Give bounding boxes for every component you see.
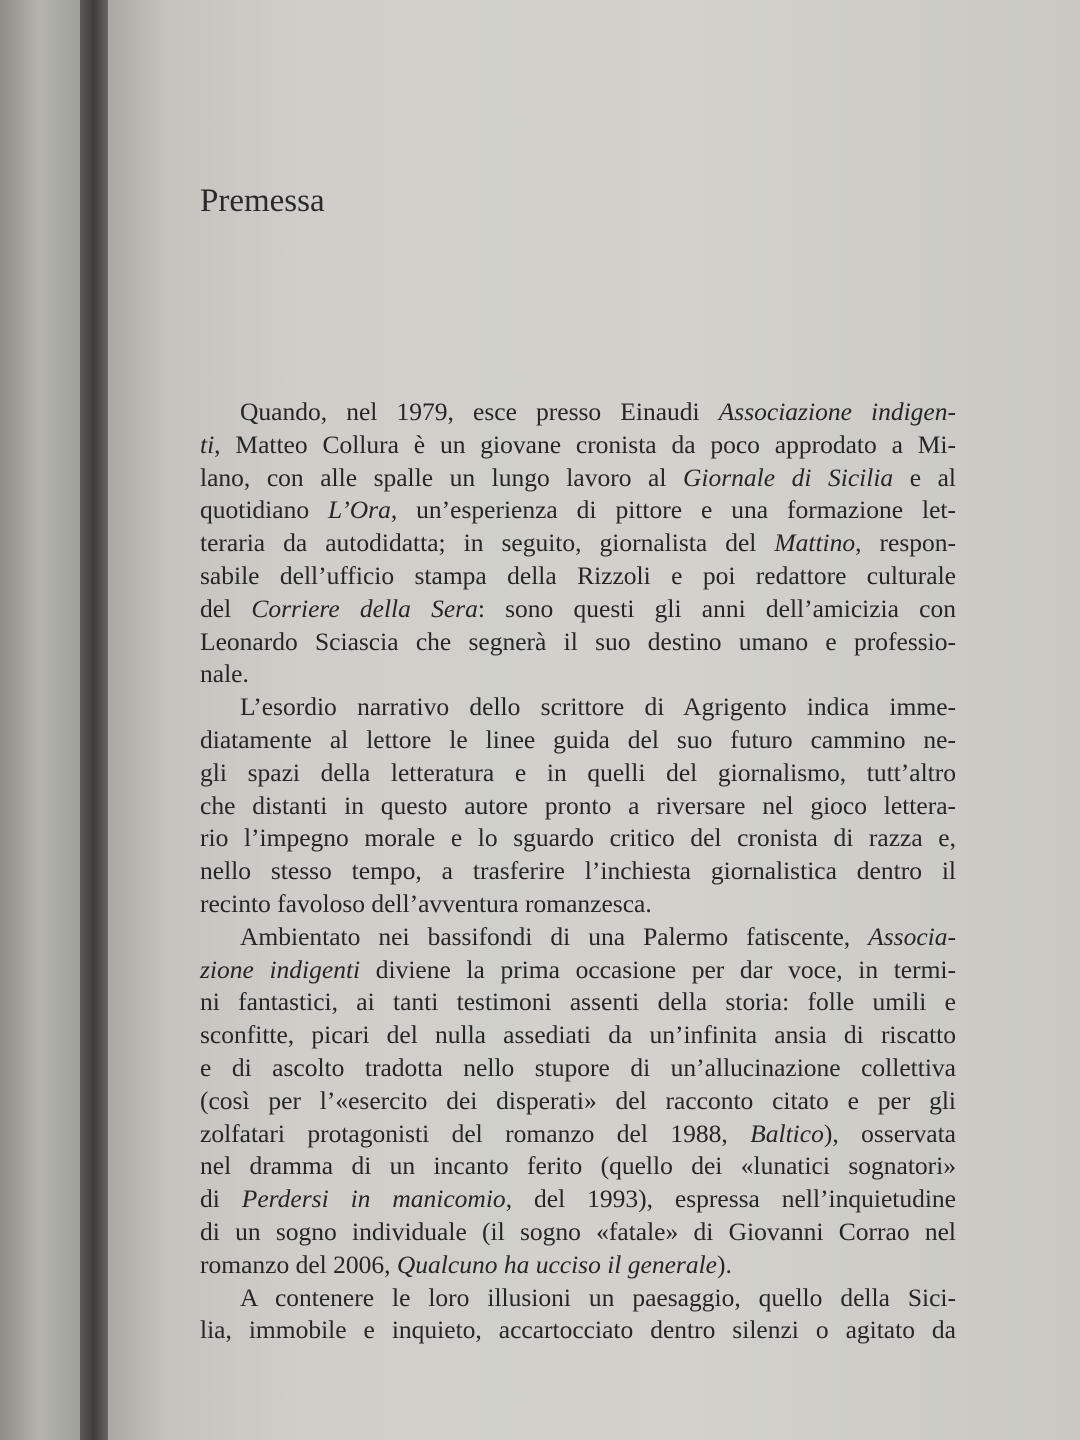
text-line: (così per l’«esercito dei disperati» del racconto citato e per gli <box>200 1085 956 1115</box>
text-line: diatamente al lettore le linee guida del suo futuro cammino ne- <box>200 724 956 754</box>
text-line: rio l’impegno morale e lo sguardo critico del cronista di razza e, <box>200 823 956 853</box>
paragraph <box>200 1282 956 1348</box>
italic-title: Perdersi in manicomio <box>241 1184 506 1214</box>
text-line: recinto favoloso dell’avventura romanzesca. <box>200 888 652 918</box>
text-line: Ambientato nei bassifondi di una Palermo fatiscente, Associa- <box>240 921 956 951</box>
text-line: nello stesso tempo, a trasferire l’inchiesta giornalistica dentro il <box>200 856 956 886</box>
italic-title: Qualcuno ha ucciso il generale <box>396 1249 717 1279</box>
italic-title: L’Ora <box>328 495 391 525</box>
text-line: sconfitte, picari del nulla assediati da un’infinita ansia di riscatto <box>200 1020 956 1050</box>
text-line: e di ascolto tradotta nello stupore di un’allucinazione collettiva <box>200 1052 956 1082</box>
text-line: zione indigenti diviene la prima occasione per dar voce, in termi- <box>200 954 957 984</box>
text-line: gli spazi della letteratura e in quelli del giornalismo, tutt’altro <box>200 757 956 787</box>
italic-title: Mattino <box>774 528 856 558</box>
text-line: nale. <box>200 659 249 689</box>
text-line: ni fantastici, ai tanti testimoni assenti della storia: folle umili e <box>200 987 956 1017</box>
text-line: lia, immobile e inquieto, accartocciato dentro silenzi o agitato da <box>200 1315 956 1345</box>
italic-title: zione indigenti <box>200 954 361 984</box>
text-line: lano, con alle spalle un lungo lavoro al Giornale di Sicilia e al <box>200 462 956 492</box>
facing-page-edge <box>0 0 88 1440</box>
italic-title: Associa- <box>868 921 956 951</box>
text-line: Leonardo Sciascia che segnerà il suo destino umano e professio- <box>200 626 956 656</box>
text-line: romanzo del 2006, Qualcuno ha ucciso il generale). <box>200 1249 732 1279</box>
paragraph <box>200 691 956 921</box>
text-line: di Perdersi in manicomio, del 1993), espressa nell’inquietudine <box>200 1184 956 1214</box>
italic-title: Baltico <box>750 1118 824 1148</box>
text-line: del Corriere della Sera: sono questi gli anni dell’amicizia con <box>200 593 956 623</box>
italic-title: Associazione indigen- <box>718 397 956 426</box>
text-line: sabile dell’ufficio stampa della Rizzoli e poi redattore culturale <box>200 560 956 590</box>
text-line: L’esordio narrativo dello scrittore di Agrigento indica imme- <box>240 692 956 722</box>
body-text <box>200 396 956 1347</box>
italic-title: Giornale di Sicilia <box>682 462 894 492</box>
text-line: ti, Matteo Collura è un giovane cronista da poco approdato a Mi- <box>200 429 956 459</box>
paragraph <box>200 396 956 691</box>
italic-title: Corriere della Sera <box>251 593 478 623</box>
italic-title: ti <box>200 429 215 459</box>
text-line: A contenere le loro illusioni un paesaggio, quello della Sici- <box>240 1282 956 1312</box>
text-line: Quando, nel 1979, esce presso Einaudi Associazione indigen- <box>240 397 956 426</box>
paragraph <box>200 921 956 1282</box>
text-line: di un sogno individuale (il sogno «fatale» di Giovanni Corrao nel <box>200 1216 956 1246</box>
page-title: Premessa <box>200 183 325 219</box>
text-line: quotidiano L’Ora, un’esperienza di pittore e una formazione let- <box>200 495 956 525</box>
text-line: che distanti in questo autore pronto a riversare nel gioco lettera- <box>200 790 956 820</box>
text-line: nel dramma di un incanto ferito (quello dei «lunatici sognatori» <box>200 1151 956 1181</box>
text-line: teraria da autodidatta; in seguito, giornalista del Mattino, respon- <box>200 528 956 558</box>
text-line: zolfatari protagonisti del romanzo del 1988, Baltico), osservata <box>200 1118 956 1148</box>
